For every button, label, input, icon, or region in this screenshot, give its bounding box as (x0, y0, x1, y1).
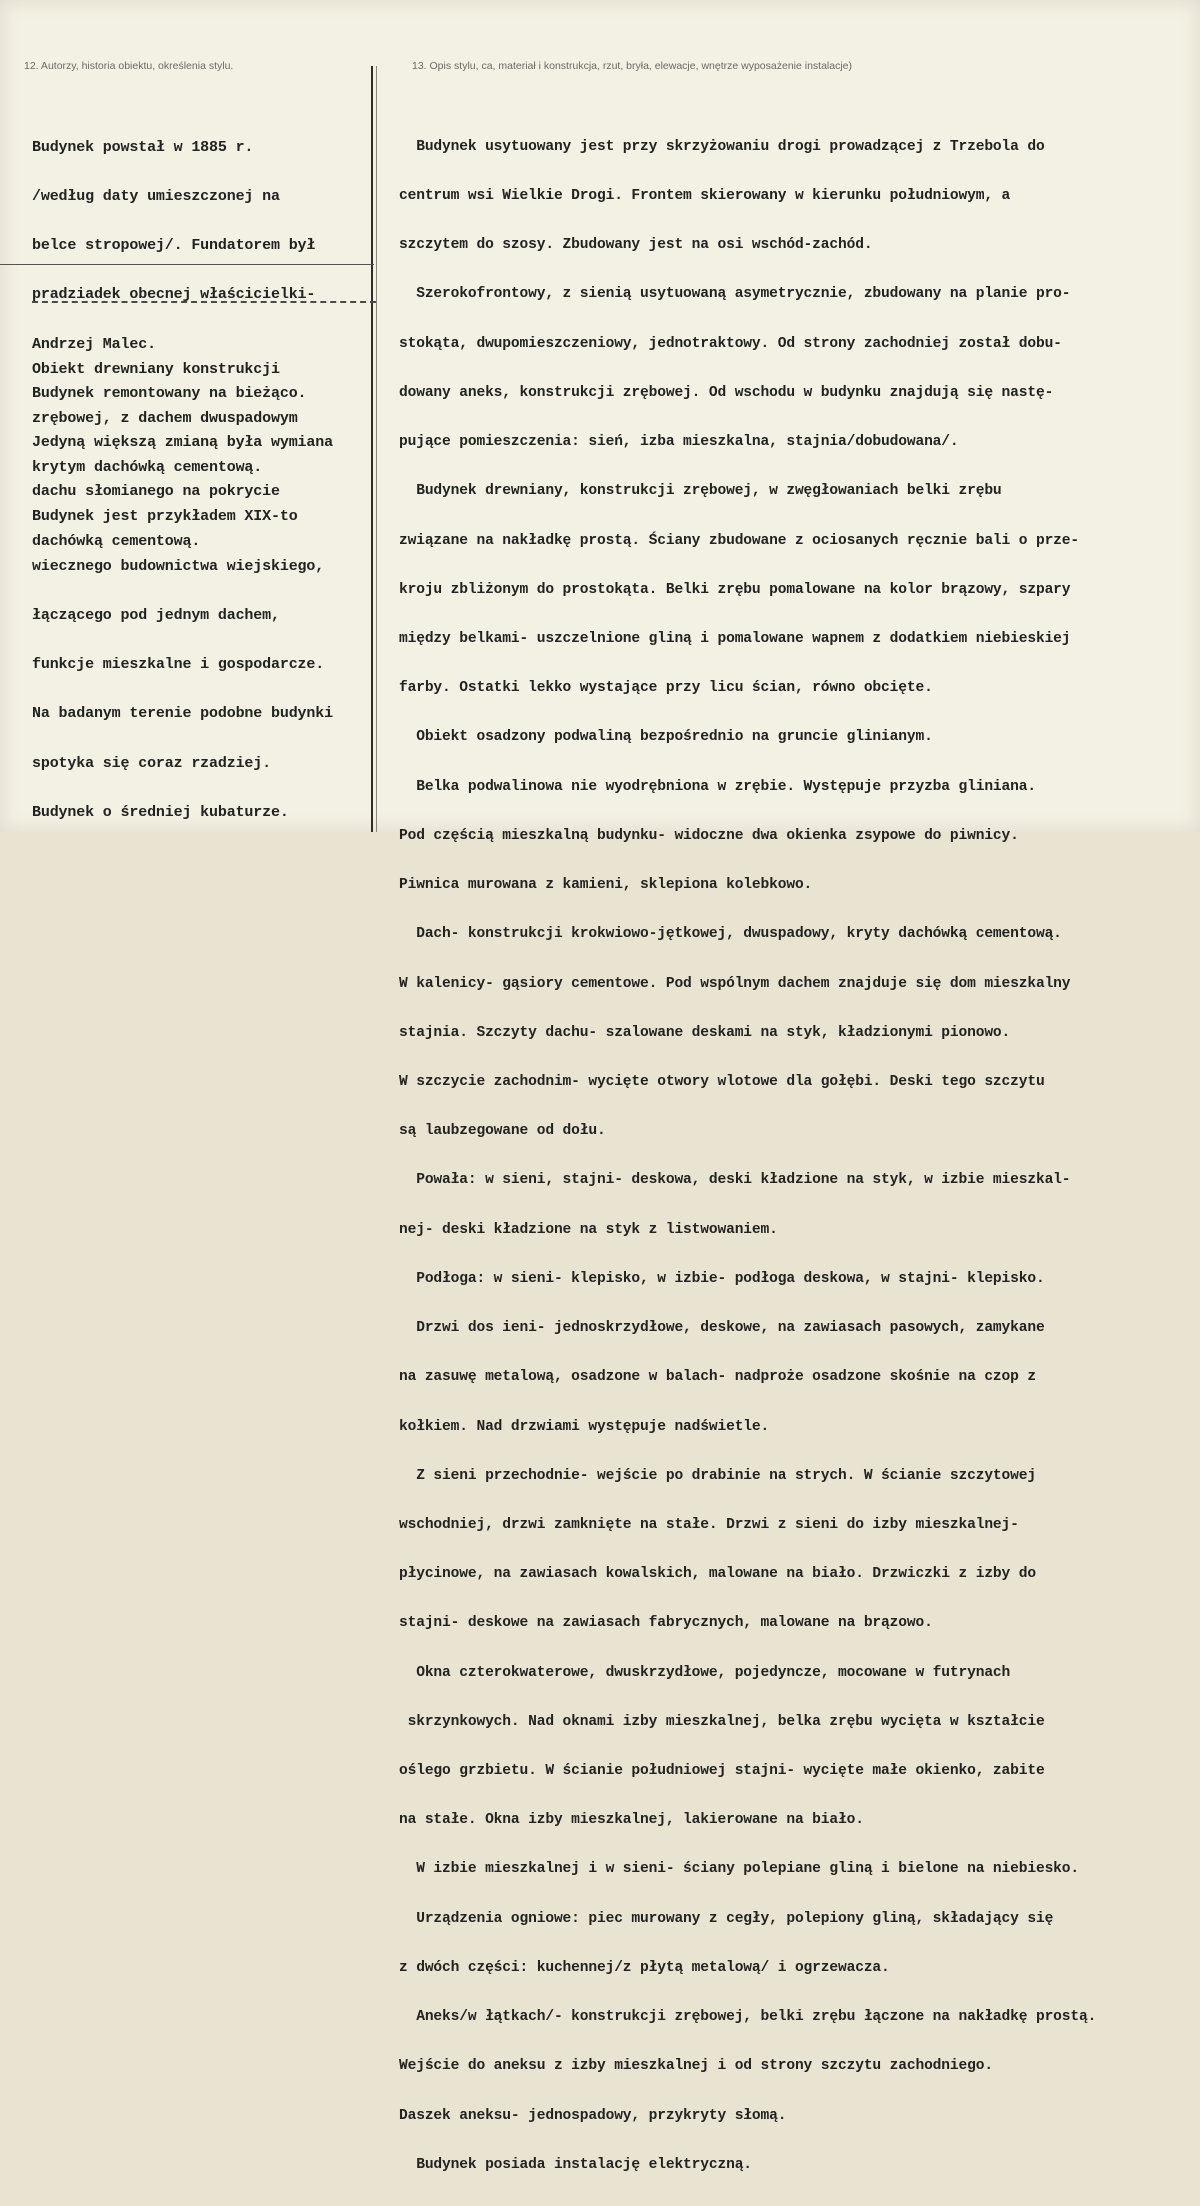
text-line: Budynek powstał w 1885 r. (32, 138, 254, 156)
text-line: Budynek usytuowany jest przy skrzyżowaniu drogi prowadzącej z Trzebola do (399, 138, 1045, 155)
text-line: Andrzej Malec. (32, 335, 156, 353)
text-line: kroju zbliżonym do prostokąta. Belki zrębu pomalowane na kolor brązowy, szpary (399, 581, 1071, 598)
text-line: nej- deski kładzione na styk z listwowaniem. (399, 1221, 778, 1238)
text-line: dowany aneks, konstrukcji zrębowej. Od wschodu w budynku znajdują się nastę- (399, 384, 1054, 401)
text-line: Budynek remontowany na bieżąco. (32, 384, 307, 402)
text-line: Podłoga: w sieni- klepisko, w izbie- podłoga deskowa, w stajni- klepisko. (399, 1270, 1045, 1287)
text-line: pujące pomieszczenia: sień, izba mieszkalna, stajnia/dobudowana/. (399, 434, 959, 451)
section-13-label: 13. Opis stylu, ca, materiał i konstrukcja, rzut, bryła, elewacje, wnętrze wyposażenie instalacje) (412, 60, 853, 72)
text-line: Daszek aneksu- jednospadowy, przykryty słomą. (399, 2107, 787, 2124)
column-divider (371, 66, 373, 832)
text-line: Obiekt osadzony podwaliną bezpośrednio na gruncie glinianym. (399, 729, 933, 746)
text-line: kołkiem. Nad drzwiami występuje nadświetle. (399, 1418, 770, 1435)
text-line: oślego grzbietu. W ścianie południowej stajni- wycięte małe okienko, zabite (399, 1763, 1045, 1780)
text-line: Budynek o średniej kubaturze. (32, 803, 289, 821)
text-line: szczytem do szosy. Zbudowany jest na osi wschód-zachód. (399, 237, 873, 254)
text-line: związane na nakładkę prostą. Ściany zbudowane z ociosanych ręcznie bali o prze- (399, 532, 1080, 549)
text-line: krytym dachówką cementową. (32, 459, 263, 477)
building-description-text (399, 106, 1096, 2206)
text-line: na stałe. Okna izby mieszkalnej, lakierowane na biało. (399, 1812, 864, 1829)
text-line: Aneks/w łątkach/- konstrukcji zrębowej, belki zrębu łączone na nakładkę prostą. (399, 2009, 1097, 2026)
section-12-label: 12. Autorzy, historia obiektu, określenia stylu. (24, 60, 234, 72)
text-line: łączącego pod jednym dachem, (32, 606, 280, 624)
text-line: Budynek drewniany, konstrukcji zrębowej, w zwęgłowaniach belki zrębu (399, 483, 1002, 500)
text-line: zrębowej, z dachem dwuspadowym (32, 410, 298, 428)
text-line: płycinowe, na zawiasach kowalskich, malowane na biało. Drzwiczki z izby do (399, 1566, 1036, 1583)
text-line: stajni- deskowe na zawiasach fabrycznych, malowane na brązowo. (399, 1615, 933, 1632)
text-line: Piwnica murowana z kamieni, sklepiona kolebkowo. (399, 877, 813, 894)
text-line: Na badanym terenie podobne budynki (32, 705, 333, 723)
text-line: Dach- konstrukcji krokwiowo-jętkowej, dwuspadowy, kryty dachówką cementową. (399, 926, 1062, 943)
text-line: dachówką cementową. (32, 532, 201, 550)
text-line: wschodniej, drzwi zamknięte na stałe. Drzwi z sieni do izby mieszkalnej- (399, 1516, 1019, 1533)
text-line: centrum wsi Wielkie Drogi. Frontem skierowany w kierunku południowym, a (399, 188, 1011, 205)
text-line: Okna czterokwaterowe, dwuskrzydłowe, pojedyncze, mocowane w futrynach (399, 1664, 1011, 1681)
text-line: Budynek posiada instalację elektryczną. (399, 2156, 752, 2173)
text-line: wiecznego budownictwa wiejskiego, (32, 557, 325, 575)
text-line: funkcje mieszkalne i gospodarcze. (32, 656, 325, 674)
text-line: W izbie mieszkalnej i w sieni- ściany polepiane gliną i bielone na niebiesko. (399, 1861, 1080, 1878)
text-line: Jedyną większą zmianą była wymiana (32, 434, 333, 452)
text-line: /według daty umieszczonej na (32, 188, 280, 206)
text-line: Pod częścią mieszkalną budynku- widoczne dwa okienka zsypowe do piwnicy. (399, 827, 1019, 844)
text-line: na zasuwę metalową, osadzone w balach- nadproże osadzone skośnie na czop z (399, 1369, 1036, 1386)
text-line: między belkami- uszczelnione gliną i pomalowane wapnem z dodatkiem niebieskiej (399, 631, 1071, 647)
text-line: są laubzegowane od dołu. (399, 1123, 606, 1140)
style-summary-text (32, 329, 333, 854)
text-line: skrzynkowych. Nad oknami izby mieszkalnej, belka zrębu wycięta w kształcie (399, 1713, 1045, 1730)
text-line: belce stropowej/. Fundatorem był (32, 237, 316, 255)
text-line: Belka podwalinowa nie wyodrębniona w zrębie. Występuje przyzba gliniana. (399, 778, 1036, 795)
text-line: Powała: w sieni, stajni- deskowa, deski kładzione na styk, w izbie mieszkal- (399, 1172, 1071, 1189)
text-line: farby. Ostatki lekko wystające przy licu ścian, równo obcięte. (399, 680, 933, 697)
text-line: Drzwi dos ieni- jednoskrzydłowe, deskowe, na zawiasach pasowych, zamykane (399, 1320, 1045, 1337)
text-line: spotyka się coraz rzadziej. (32, 754, 271, 772)
text-line: W kalenicy- gąsiory cementowe. Pod wspólnym dachem znajduje się dom mieszkalny (399, 975, 1071, 992)
text-line: Szerokofrontowy, z sienią usytuowaną asymetrycznie, zbudowany na planie pro- (399, 286, 1071, 303)
text-line: z dwóch części: kuchennej/z płytą metalową/ i ogrzewacza. (399, 1959, 890, 1976)
text-line: dachu słomianego na pokrycie (32, 483, 280, 501)
text-line: Wejście do aneksu z izby mieszkalnej i od strony szczytu zachodniego. (399, 2058, 993, 2075)
text-line: stajnia. Szczyty dachu- szalowane deskami na styk, kładzionymi pionowo. (399, 1024, 1011, 1041)
column-divider-shadow (376, 66, 377, 832)
text-line: Budynek jest przykładem XIX-to (32, 508, 298, 526)
text-line: stokąta, dwupomieszczeniowy, jednotraktowy. Od strony zachodniej został dobu- (399, 335, 1062, 352)
text-line: Z sieni przechodnie- wejście po drabinie na strych. W ścianie szczytowej (399, 1467, 1036, 1484)
text-line: Obiekt drewniany konstrukcji (32, 360, 280, 378)
text-line: pradziadek obecnej właścicielki- (32, 286, 316, 304)
text-line: W szczycie zachodnim- wycięte otwory wlotowe dla gołębi. Deski tego szczytu (399, 1073, 1045, 1090)
text-line: Urządzenia ogniowe: piec murowany z cegły, polepiony gliną, składający się (399, 1910, 1054, 1927)
